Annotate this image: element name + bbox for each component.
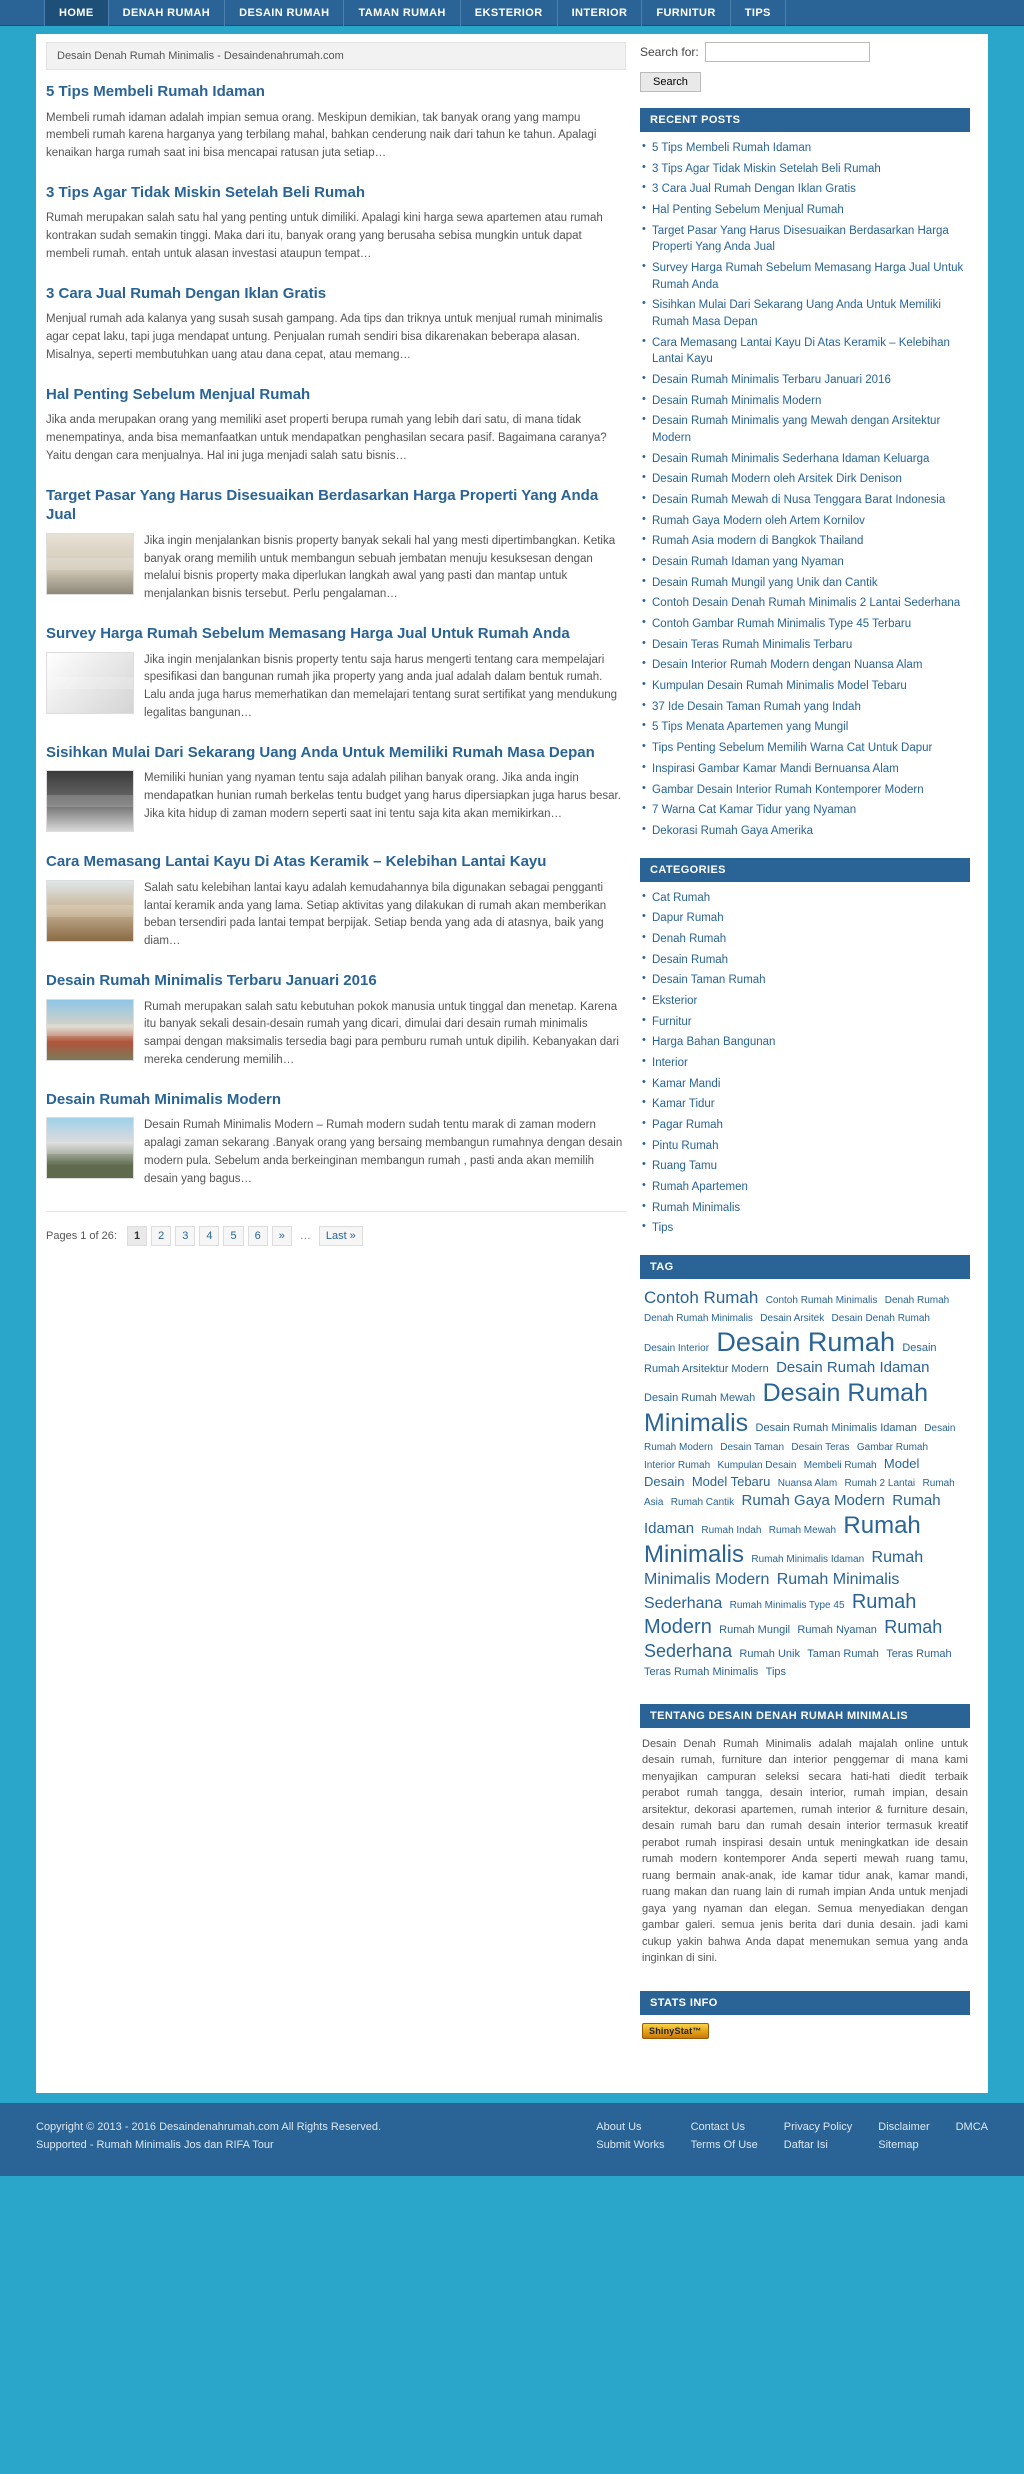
recent-post-link[interactable]: Rumah Gaya Modern oleh Artem Kornilov (652, 514, 865, 527)
list-item[interactable] (640, 552, 970, 573)
tag-cloud (640, 1279, 970, 1688)
post-excerpt: Jika anda merupakan orang yang memiliki aset properti berupa rumah yang lebih dari satu, di mana tidak menempatinya, anda bisa memanfaatkan untuk mendapatkan penghasilan secara pasif. Bagaimana caranya? Yaitu dengan cara menjualnya. Hal ini juga menjadi salah satu bisnis… (46, 414, 607, 462)
list-item[interactable] (640, 1218, 970, 1239)
list-item[interactable] (640, 1198, 970, 1219)
category-link[interactable]: Cat Rumah (652, 891, 711, 904)
list-item[interactable] (640, 333, 970, 370)
recent-post-link[interactable]: Tips Penting Sebelum Memilih Warna Cat Untuk Dapur (652, 742, 933, 755)
nav-item-taman-rumah[interactable]: TAMAN RUMAH (344, 0, 460, 26)
tag-link[interactable]: Rumah Indah (701, 1524, 762, 1536)
tag-link[interactable]: Rumah Modern (644, 1590, 917, 1638)
tag-link[interactable]: Rumah Mewah (768, 1524, 837, 1536)
category-link[interactable]: Desain Taman Rumah (652, 974, 766, 987)
list-item[interactable] (640, 490, 970, 511)
post-thumbnail[interactable] (46, 880, 134, 942)
recent-post-link[interactable]: 3 Cara Jual Rumah Dengan Iklan Gratis (652, 183, 856, 196)
recent-posts-title: RECENT POSTS (640, 108, 970, 132)
recent-post-link[interactable]: 3 Tips Agar Tidak Miskin Setelah Beli Rumah (652, 162, 881, 175)
tag-link[interactable]: Rumah Sederhana (644, 1616, 943, 1661)
footer-copyright: Copyright © 2013 - 2016 Desaindenahrumah.com All Rights Reserved. (36, 2120, 382, 2133)
recent-post-link[interactable]: Rumah Asia modern di Bangkok Thailand (652, 535, 864, 548)
post-title[interactable]: Desain Rumah Minimalis Terbaru Januari 2016 (46, 972, 377, 989)
list-item[interactable] (640, 391, 970, 412)
categories-widget (640, 858, 970, 1239)
shinystat-badge[interactable]: ShinyStat™ (642, 2023, 709, 2039)
post-excerpt: Rumah merupakan salah satu kebutuhan pokok manusia untuk tinggal dan menetap. Karena itu banyak sekali desain-desain rumah yang dicari, dimulai dari desain rumah minimalis sampai dengan maksimalis tersedia bagi para pemburu rumah untuk dipilih. Kebanyakan dari mereka cenderung memilih… (144, 1000, 619, 1066)
recent-post-link[interactable]: Contoh Desain Denah Rumah Minimalis 2 Lantai Sederhana (652, 597, 961, 610)
post-item (46, 385, 626, 466)
tag-link[interactable]: Tips (765, 1665, 787, 1678)
list-item[interactable] (640, 1053, 970, 1074)
tag-link[interactable]: Interior Rumah (644, 1459, 711, 1471)
recent-post-link[interactable]: Desain Rumah Mewah di Nusa Tenggara Barat Indonesia (652, 494, 946, 507)
list-item[interactable] (640, 370, 970, 391)
recent-post-link[interactable]: Kumpulan Desain Rumah Minimalis Model Tebaru (652, 680, 907, 693)
list-item[interactable] (640, 759, 970, 780)
tag-link[interactable]: Nuansa Alam (777, 1477, 838, 1489)
pagination-page-3[interactable]: 3 (175, 1226, 195, 1246)
list-item[interactable] (640, 258, 970, 295)
tag-link[interactable]: Rumah Cantik (670, 1496, 735, 1508)
post-thumbnail[interactable] (46, 652, 134, 714)
recent-post-link[interactable]: Hal Penting Sebelum Menjual Rumah (652, 204, 844, 217)
post-thumbnail[interactable] (46, 1117, 134, 1179)
tag-link[interactable]: Rumah Unik (739, 1647, 800, 1660)
category-link[interactable]: Ruang Tamu (652, 1160, 717, 1173)
tag-link[interactable]: Gambar Rumah (856, 1441, 929, 1453)
list-item[interactable] (640, 221, 970, 258)
list-item[interactable] (640, 449, 970, 470)
category-link[interactable]: Harga Bahan Bangunan (652, 1036, 776, 1049)
stats-widget (640, 1991, 970, 2047)
pagination-page-5[interactable]: 5 (223, 1226, 243, 1246)
pagination-page-2[interactable]: 2 (151, 1226, 171, 1246)
footer-link-dmca[interactable]: DMCA (955, 2120, 988, 2133)
tag-cloud-widget (640, 1255, 970, 1688)
post-item (46, 1090, 626, 1189)
nav-item-desain-rumah[interactable]: DESAIN RUMAH (225, 0, 344, 26)
tag-link[interactable]: Rumah Minimalis Sederhana (644, 1570, 900, 1612)
post-title[interactable]: Hal Penting Sebelum Menjual Rumah (46, 385, 311, 403)
recent-post-link[interactable]: Contoh Gambar Rumah Minimalis Type 45 Terbaru (652, 618, 912, 631)
recent-post-link[interactable]: Sisihkan Mulai Dari Sekarang Uang Anda Untuk Memiliki Rumah Masa Depan (652, 299, 941, 329)
recent-post-link[interactable]: Desain Rumah Minimalis Modern (652, 394, 822, 407)
list-item[interactable] (640, 1094, 970, 1115)
post-excerpt: Memiliki hunian yang nyaman tentu saja adalah pilihan banyak orang. Jika anda ingin mendapatkan hunian rumah berkelas tentu budget yang harus dipersiapkan juga harus besar. Jika kita hidup di zaman modern seperti saat ini tentu saja kita akan memikirkan… (144, 772, 621, 820)
post-item (46, 486, 626, 604)
about-title: TENTANG DESAIN DENAH RUMAH MINIMALIS (640, 1704, 970, 1728)
category-link[interactable]: Rumah Apartemen (652, 1180, 748, 1193)
post-item (46, 82, 626, 163)
list-item[interactable] (640, 469, 970, 490)
categories-list (640, 888, 970, 1239)
list-item[interactable] (640, 970, 970, 991)
search-label: Search for: (640, 45, 699, 59)
recent-post-link[interactable]: Desain Interior Rumah Modern dengan Nuansa Alam (652, 659, 923, 672)
post-excerpt: Rumah merupakan salah satu hal yang penting untuk dimiliki. Apalagi kini harga sewa apartemen atau rumah kontrakan sudah semakin tinggi. Maka dari itu, banyak orang yang berusaha sebisa mungkin untuk dapat membeli rumah. entah untuk alasan investasi ataupun tempat… (46, 212, 603, 261)
post-title[interactable]: Cara Memasang Lantai Kayu Di Atas Keramik – Kelebihan Lantai Kayu (46, 853, 547, 871)
pagination (46, 1211, 626, 1246)
list-item[interactable] (640, 531, 970, 552)
recent-post-link[interactable]: Cara Memasang Lantai Kayu Di Atas Keramik – Kelebihan Lantai Kayu (652, 336, 950, 366)
pagination-page-1[interactable]: 1 (127, 1226, 147, 1246)
tag-cloud-title: TAG (640, 1255, 970, 1279)
list-item[interactable] (640, 1032, 970, 1053)
post-title[interactable]: Survey Harga Rumah Sebelum Memasang Harga Jual Untuk Rumah Anda (46, 625, 570, 642)
about-text: Desain Denah Rumah Minimalis adalah majalah online untuk desain rumah, furniture dan interior penggemar di mana kami menyajikan campuran seleksi secara hati-hati diedit terbaik perabot rumah tangga, desain interior, rumah impian, desain arsitektur, dekorasi apartemen, rumah interior & furniture desain, desain rumah baru dan rumah desain interior termasuk kreatif perabot rumah inspirasi desain untuk meningkatkan ide desain rumah modern kontemporer Anda seperti mewah ruang tamu, ruang bermain anak-anak, ide kamar tidur anak, kamar mandi, ruang makan dan ruang lain di rumah impian Anda untuk menjadi gaya yang nyaman dan elegan. Semua menyediakan dengan gambar galeri. semua jenis berita dari dunia desain. jadi kami cukup yakin bahwa Anda dapat menemukan semua yang anda inginkan di sini. (642, 1737, 968, 1965)
recent-post-link[interactable]: Target Pasar Yang Harus Disesuaikan Berdasarkan Harga Properti Yang Anda Jual (652, 224, 949, 254)
tag-link[interactable]: Taman Rumah (807, 1647, 879, 1660)
post-title[interactable]: 3 Cara Jual Rumah Dengan Iklan Gratis (46, 284, 327, 302)
nav-item-home[interactable]: HOME (44, 0, 109, 26)
footer-supported: Supported - Rumah Minimalis Jos dan RIFA Tour (36, 2138, 274, 2151)
footer-link-submit-works[interactable]: Submit Works (596, 2138, 665, 2151)
post-excerpt: Jika ingin menjalankan bisnis property tentu saja harus mengerti tentang cara mempelajari spesifikasi dan bangunan rumah jika property yang anda jual adalah dalam bentuk rumah. Lalu anda juga harus memerhatikan dan memelajari tentang surat sertifikat yang mendukung legalitas bangunan… (144, 653, 618, 719)
recent-post-link[interactable]: Desain Rumah Minimalis Sederhana Idaman Keluarga (652, 452, 930, 465)
recent-post-link[interactable]: Desain Teras Rumah Minimalis Terbaru (652, 638, 853, 651)
tag-link[interactable]: Model Desain (644, 1455, 920, 1489)
post-title[interactable]: 3 Tips Agar Tidak Miskin Setelah Beli Rumah (46, 183, 365, 201)
tag-link[interactable]: Desain Rumah Modern (644, 1422, 956, 1453)
list-item[interactable] (640, 635, 970, 656)
pagination-page-6[interactable]: 6 (248, 1226, 268, 1246)
list-item[interactable] (640, 908, 970, 929)
tag-link[interactable]: Denah Rumah (884, 1294, 950, 1306)
tag-link[interactable]: Desain Arsitek (760, 1312, 825, 1324)
nav-item-tips[interactable]: TIPS (731, 0, 786, 26)
category-link[interactable]: Pintu Rumah (652, 1139, 719, 1152)
recent-post-link[interactable]: Dekorasi Rumah Gaya Amerika (652, 824, 814, 837)
category-link[interactable]: Interior (652, 1056, 688, 1069)
pagination-next[interactable]: » (272, 1226, 292, 1246)
footer-link-terms-of-use[interactable]: Terms Of Use (690, 2138, 758, 2151)
recent-posts-list (640, 138, 970, 842)
content-column (46, 42, 626, 1246)
tag-link[interactable]: Kumpulan Desain (717, 1459, 797, 1471)
recent-post-link[interactable]: 7 Warna Cat Kamar Tidur yang Nyaman (652, 804, 857, 817)
categories-title: CATEGORIES (640, 858, 970, 882)
tag-link[interactable]: Rumah Asia (644, 1477, 955, 1508)
post-excerpt: Membeli rumah idaman adalah impian semua orang. Meskipun demikian, tak banyak orang yang mampu membeli rumah karena harganya yang terbilang mahal, bahkan cenderung naik dari tahun ke tahun. Apalagi kenaikan harga rumah saat ini bisa mencapai ratusan juta setiap… (46, 111, 597, 160)
tag-link[interactable]: Denah Rumah Minimalis (644, 1312, 753, 1324)
tag-link[interactable]: Rumah Minimalis Idaman (751, 1553, 865, 1565)
list-item[interactable] (640, 676, 970, 697)
main-container (36, 34, 988, 2093)
list-item[interactable] (640, 1115, 970, 1136)
list-item[interactable] (640, 138, 970, 159)
list-item[interactable] (640, 1012, 970, 1033)
recent-post-link[interactable]: 5 Tips Menata Apartemen yang Mungil (652, 721, 849, 734)
post-item (46, 852, 626, 951)
list-item[interactable] (640, 179, 970, 200)
footer-link-disclaimer[interactable]: Disclaimer (878, 2120, 930, 2133)
post-excerpt: Menjual rumah ada kalanya yang susah susah gampang. Ada tips dan triknya untuk menjual rumah minimalis agar cepat laku, tapi juga mendapat untung. Penjualan rumah sendiri bisa dikarenakan beberapa alasan. Misalnya, seperti membutuhkan uang atau dana cepat, atau memang… (46, 313, 603, 361)
footer-link-daftar-isi[interactable]: Daftar Isi (783, 2138, 828, 2151)
post-thumbnail[interactable] (46, 533, 134, 595)
recent-post-link[interactable]: Desain Rumah Minimalis Terbaru Januari 2016 (652, 374, 891, 387)
tag-link[interactable]: Rumah Mungil (719, 1623, 791, 1636)
category-link[interactable]: Furnitur (652, 1015, 692, 1028)
nav-item-interior[interactable]: INTERIOR (558, 0, 643, 26)
nav-item-eksterior[interactable]: EKSTERIOR (461, 0, 558, 26)
post-item (46, 183, 626, 264)
footer-link-privacy-policy[interactable]: Privacy Policy (783, 2120, 853, 2133)
category-link[interactable]: Pagar Rumah (652, 1118, 723, 1131)
recent-post-link[interactable]: Gambar Desain Interior Rumah Kontemporer Modern (652, 783, 924, 796)
post-title[interactable]: 5 Tips Membeli Rumah Idaman (46, 83, 265, 100)
list-item[interactable] (640, 800, 970, 821)
tag-link[interactable]: Rumah Minimalis (644, 1511, 921, 1568)
list-item[interactable] (640, 411, 970, 448)
pagination-label: Pages 1 of 26: (46, 1229, 117, 1242)
tag-link[interactable]: Rumah Gaya Modern (741, 1491, 885, 1509)
tag-link[interactable]: Rumah Minimalis Modern (644, 1548, 924, 1588)
recent-post-link[interactable]: Inspirasi Gambar Kamar Mandi Bernuansa Alam (652, 762, 899, 775)
search-button[interactable]: Search (640, 72, 701, 92)
list-item[interactable] (640, 717, 970, 738)
list-item[interactable] (640, 295, 970, 332)
category-link[interactable]: Kamar Tidur (652, 1098, 715, 1111)
post-item (46, 624, 626, 723)
sidebar (640, 42, 970, 2063)
post-item (46, 971, 626, 1070)
main-navigation (0, 0, 1024, 26)
list-item[interactable] (640, 614, 970, 635)
list-item[interactable] (640, 991, 970, 1012)
category-link[interactable]: Eksterior (652, 994, 698, 1007)
list-item[interactable] (640, 159, 970, 180)
category-link[interactable]: Denah Rumah (652, 932, 727, 945)
recent-posts-widget (640, 108, 970, 842)
post-thumbnail[interactable] (46, 770, 134, 832)
tag-link[interactable]: Desain Rumah Idaman (776, 1358, 930, 1376)
list-item[interactable] (640, 511, 970, 532)
tag-link[interactable]: Contoh Rumah (644, 1287, 759, 1307)
breadcrumb: Desain Denah Rumah Minimalis - Desaindenahrumah.com (46, 42, 626, 70)
post-excerpt: Salah satu kelebihan lantai kayu adalah kemudahannya bila digunakan sebagai pengganti lantai keramik anda yang lama. Setiap aktivitas yang dilakukan di rumah akan memberikan beban tersendiri pada lantai tempat berpijak. Setiap benda yang ada di atasnya, baik yang diam… (144, 881, 607, 948)
category-link[interactable]: Kamar Mandi (652, 1077, 721, 1090)
post-item (46, 284, 626, 365)
list-item[interactable] (640, 821, 970, 842)
tag-link[interactable]: Rumah Minimalis Type 45 (729, 1599, 845, 1611)
footer-link-about-us[interactable]: About Us (596, 2120, 642, 2133)
footer (0, 2103, 1024, 2176)
tag-link[interactable]: Rumah Idaman (644, 1491, 941, 1537)
list-item[interactable] (640, 655, 970, 676)
recent-post-link[interactable]: Desain Rumah Idaman yang Nyaman (652, 556, 844, 569)
list-item[interactable] (640, 738, 970, 759)
tag-link[interactable]: Rumah 2 Lantai (844, 1477, 916, 1489)
tag-link[interactable]: Desain Rumah Arsitektur Modern (644, 1341, 937, 1375)
nav-item-furnitur[interactable]: FURNITUR (642, 0, 730, 26)
tag-link[interactable]: Model Tebaru (691, 1473, 771, 1489)
category-link[interactable]: Desain Rumah (652, 953, 729, 966)
tag-link[interactable]: Desain Taman (720, 1441, 785, 1453)
tag-link[interactable]: Teras Rumah Minimalis (644, 1665, 759, 1678)
tag-link[interactable]: Desain Rumah Mewah (644, 1391, 756, 1404)
list-item[interactable] (640, 697, 970, 718)
recent-post-link[interactable]: Desain Rumah Mungil yang Unik dan Cantik (652, 576, 878, 589)
post-item (46, 743, 626, 833)
pagination-page-4[interactable]: 4 (199, 1226, 219, 1246)
tag-link[interactable]: Desain Rumah (716, 1326, 895, 1357)
tag-link[interactable]: Desain Interior (644, 1342, 710, 1354)
recent-post-link[interactable]: Desain Rumah Modern oleh Arsitek Dirk Denison (652, 473, 902, 486)
post-excerpt: Jika ingin menjalankan bisnis property banyak sekali hal yang mesti dipertimbangkan. Ketika banyak orang memilih untuk membangun sebuah jembatan menuju kesuksesan dengan melalui bisnis property maka diperlukan langkah awal yang pasti dan mantap untuk menjalankan bisnis tersebut. Perlu pengalaman… (144, 534, 616, 601)
category-link[interactable]: Tips (652, 1222, 674, 1235)
about-widget (640, 1704, 970, 1975)
footer-link-contact-us[interactable]: Contact Us (690, 2120, 745, 2133)
list-item[interactable] (640, 573, 970, 594)
tag-link[interactable]: Rumah Nyaman (797, 1623, 877, 1636)
recent-post-link[interactable]: Survey Harga Rumah Sebelum Memasang Harga Jual Untuk Rumah Anda (652, 262, 964, 291)
list-item[interactable] (640, 1074, 970, 1095)
pagination-ellipsis: … (299, 1229, 311, 1242)
tag-link[interactable]: Desain Denah Rumah (831, 1312, 930, 1324)
tag-link[interactable]: Contoh Rumah Minimalis (765, 1294, 878, 1306)
list-item[interactable] (640, 200, 970, 221)
tag-link[interactable]: Membeli Rumah (803, 1459, 877, 1471)
tag-link[interactable]: Teras Rumah (886, 1647, 952, 1660)
list-item[interactable] (640, 1136, 970, 1157)
list-item[interactable] (640, 593, 970, 614)
list-item[interactable] (640, 929, 970, 950)
tag-link[interactable]: Desain Teras (791, 1441, 850, 1453)
post-thumbnail[interactable] (46, 999, 134, 1061)
list-item[interactable] (640, 780, 970, 801)
category-link[interactable]: Rumah Minimalis (652, 1201, 741, 1214)
recent-post-link[interactable]: 5 Tips Membeli Rumah Idaman (652, 142, 812, 154)
search-widget (640, 42, 970, 92)
category-link[interactable]: Dapur Rumah (652, 912, 724, 925)
post-title[interactable]: Target Pasar Yang Harus Disesuaikan Berdasarkan Harga Properti Yang Anda Jual (46, 486, 599, 524)
list-item[interactable] (640, 888, 970, 909)
list-item[interactable] (640, 1177, 970, 1198)
post-title[interactable]: Sisihkan Mulai Dari Sekarang Uang Anda Untuk Memiliki Rumah Masa Depan (46, 743, 595, 761)
tag-link[interactable]: Desain Rumah Minimalis (644, 1378, 928, 1437)
search-input[interactable] (705, 42, 870, 62)
nav-item-denah-rumah[interactable]: DENAH RUMAH (109, 0, 226, 26)
tag-link[interactable]: Desain Rumah Minimalis Idaman (755, 1421, 917, 1434)
stats-title: STATS INFO (640, 1991, 970, 2015)
post-title[interactable]: Desain Rumah Minimalis Modern (46, 1090, 282, 1108)
footer-link-sitemap[interactable]: Sitemap (878, 2138, 919, 2151)
list-item[interactable] (640, 1156, 970, 1177)
pagination-last[interactable]: Last » (319, 1226, 363, 1246)
recent-post-link[interactable]: 37 Ide Desain Taman Rumah yang Indah (652, 700, 861, 713)
post-excerpt: Desain Rumah Minimalis Modern – Rumah modern sudah tentu marak di zaman modern apalagi zaman sekarang .Banyak orang yang bersaing membangun rumahnya dengan desain modern pula. Sebelum anda berkeinginan membangun rumah , pasti anda akan memilih desain yang bagus… (144, 1119, 623, 1185)
list-item[interactable] (640, 950, 970, 971)
recent-post-link[interactable]: Desain Rumah Minimalis yang Mewah dengan Arsitektur Modern (652, 415, 941, 445)
